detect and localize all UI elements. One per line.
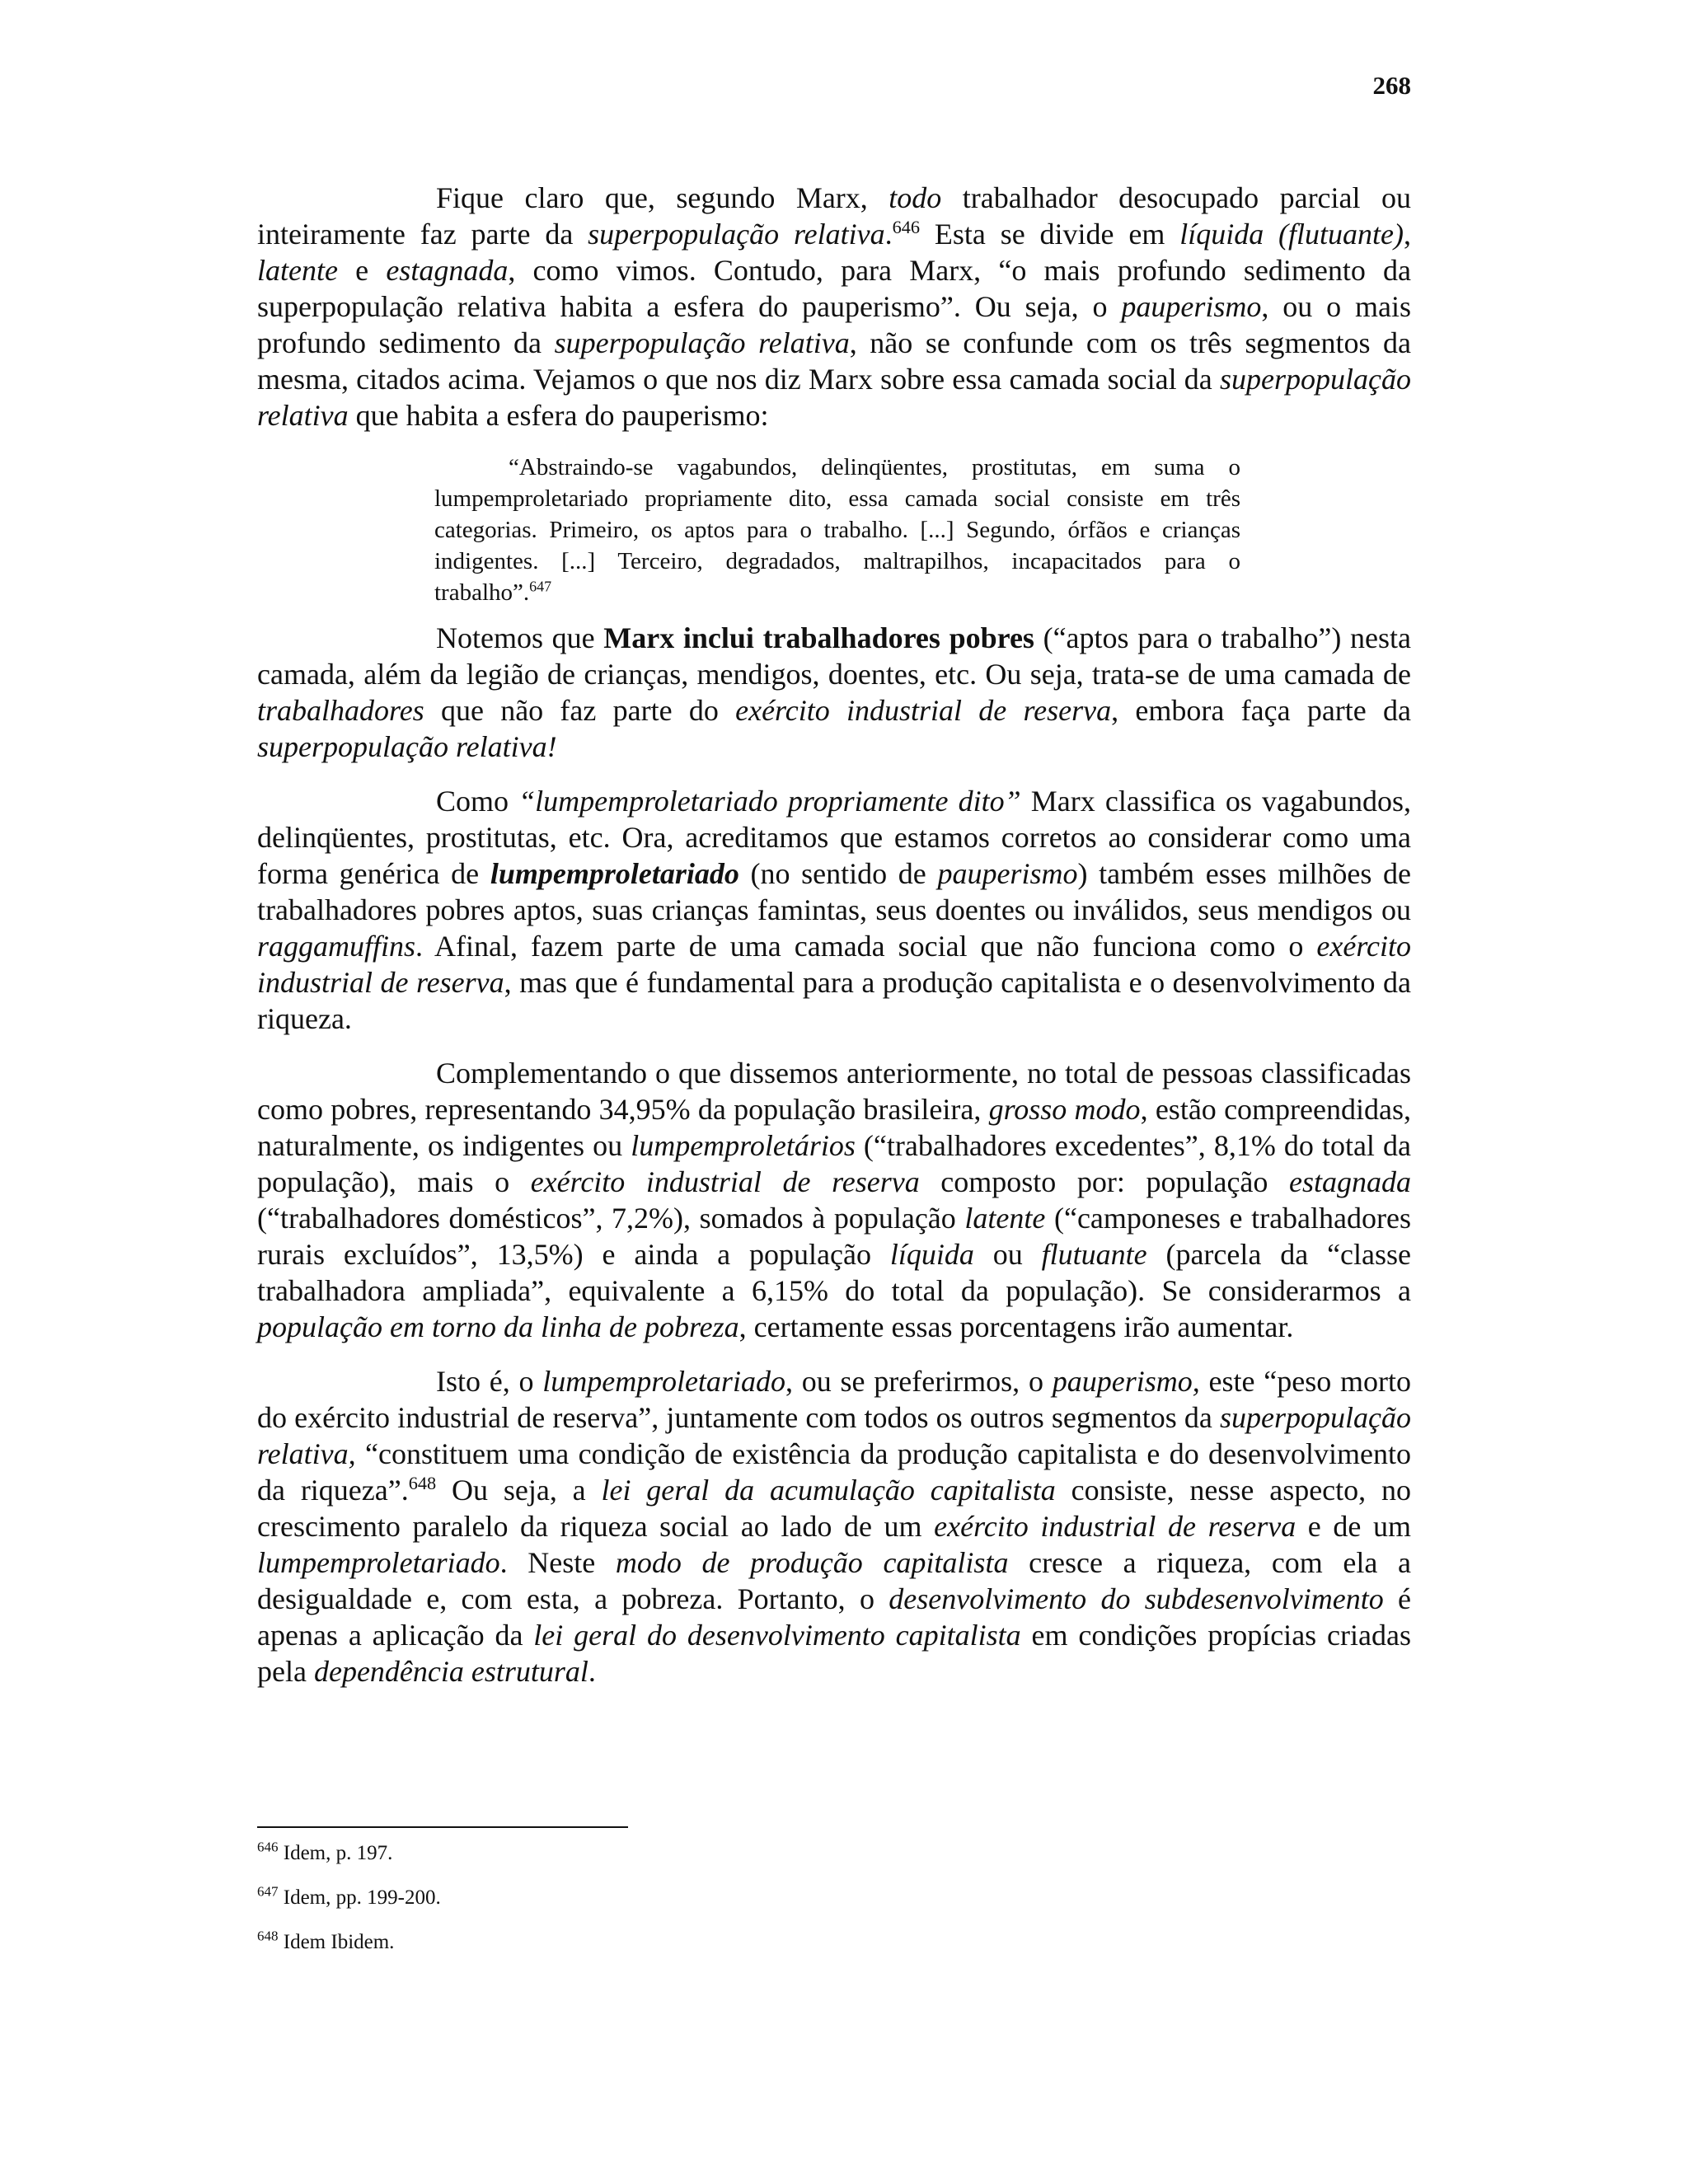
footnote-647 [257,1885,441,1929]
text-run: superpopulação relativa [257,363,1411,432]
block-quote [434,452,1240,608]
text-run: . [588,1655,596,1688]
text-run: ou [973,1238,1042,1271]
text-run: “Abstraindo-se vagabundos, delinqüentes, prostitutas, em suma o lumpemproletariado propriamente dito, essa camada social consiste em três categorias. Primeiro, os aptos para o trabalho. [...] Segundo, órfãos e crianças indigentes. [...] Terceiro, degradados, maltrapilhos, incapacitados para o trabalho”. [434,454,1240,606]
paragraph-3 [257,783,1411,1037]
text-run: superpopulação relativa! [257,730,557,763]
text-run: este “peso morto do exército industrial de reserva”, juntamente com todos os outros segmentos da [257,1365,1411,1434]
text-run: Complementando o que dissemos anteriormente, no total de pessoas classificadas como pobres, representando 34,95% da população brasileira, [257,1057,1411,1126]
text-run: todo [889,181,942,214]
paragraph-5 [257,1363,1411,1690]
text-run: latente [964,1202,1046,1235]
text-run: trabalhador desocupado parcial ou inteiramente faz parte da [257,181,1411,251]
footnote-648 [257,1929,441,1974]
text-run: flutuante [1041,1238,1147,1271]
text-run: lumpemproletariado [490,857,739,890]
text-run: superpopulação relativa, [257,1401,1411,1470]
text-run: (no sentido de [738,857,938,890]
page-number: 268 [1372,71,1411,100]
text-run: , como vimos. Contudo, para Marx, “o mais profundo sedimento da superpopulação relativa habita a esfera do pauperismo”. Ou seja, o [257,254,1412,323]
text-run: , mas que é fundamental para a produção capitalista e o desenvolvimento da riqueza. [257,966,1411,1035]
text-run: Isto é, o [436,1365,543,1398]
paragraph-2 [257,620,1411,765]
text-run: superpopulação relativa [588,218,885,251]
text-run: exército industrial de reserva [530,1165,920,1198]
text-run: que não faz parte do [424,694,736,727]
text-run: pauperismo [937,857,1078,890]
text-run: trabalhadores [257,694,424,727]
text-run: “constituem uma condição de existência da produção capitalista e do desenvolvimento da riqueza”. [257,1437,1411,1507]
footnotes [257,1840,441,1974]
text-run: lumpemproletariado [257,1546,500,1579]
text-run: (“trabalhadores excedentes”, 8,1% do total da população), mais o [257,1129,1411,1198]
text-run: é apenas a aplicação da [257,1582,1411,1652]
text-run: Como [436,785,519,818]
paragraph-1 [257,180,1411,434]
text-run: “lumpemproletariado propriamente dito” [518,785,1021,818]
text-run: lumpemproletários [631,1129,856,1162]
text-run: estagnada [1289,1165,1412,1198]
body-text [257,180,1411,1708]
text-run: Esta se divide em [920,218,1180,251]
text-run: dependência estrutural [313,1655,588,1688]
footnote-text: Idem Ibidem. [283,1931,395,1953]
text-run: modo de produção capitalista [615,1546,1009,1579]
text-run: desenvolvimento do subdesenvolvimento [889,1582,1384,1615]
text-run: , [1404,218,1411,251]
text-run: ) também esses milhões de trabalhadores pobres aptos, suas crianças famintas, seus doentes ou inválidos, seus mendigos ou [257,857,1411,926]
text-run: lumpemproletariado [542,1365,785,1398]
text-run: lei geral da acumulação capitalista [601,1474,1056,1507]
text-run: estagnada [386,254,509,287]
text-run: , ou se preferirmos, o [785,1365,1053,1398]
paragraph-4 [257,1055,1411,1345]
footnote-number: 647 [257,1883,279,1900]
text-run: pauperismo [1121,290,1262,323]
text-run: raggamuffins [257,930,416,963]
text-run: (“camponeses e trabalhadores rurais excluídos”, 13,5%) e ainda a população [257,1202,1411,1271]
text-run: superpopulação relativa [554,326,850,359]
text-run: composto por: população [919,1165,1290,1198]
text-run: , ou o mais profundo sedimento da [257,290,1411,359]
text-run: e [337,254,387,287]
text-run: Notemos que [436,621,604,654]
text-run: , embora faça parte da [1111,694,1412,727]
text-run: exército industrial de reserva [257,930,1411,999]
text-run: Marx inclui trabalhadores pobres [603,621,1034,654]
text-run: , não se confunde com os três segmentos da mesma, citados acima. Vejamos o que nos diz Marx sobre essa camada social da [257,326,1411,396]
footnote-ref: 648 [408,1473,437,1493]
text-run: . Neste [499,1546,616,1579]
text-run: exército industrial de reserva [934,1510,1296,1543]
text-run: , certamente essas porcentagens irão aumentar. [738,1310,1294,1343]
text-run: cresce a riqueza, com ela a desigualdade e, com esta, a pobreza. Portanto, o [257,1546,1412,1615]
footnote-ref: 646 [892,217,921,237]
text-run: grosso modo [988,1093,1141,1126]
footnote-text: Idem, pp. 199-200. [283,1886,441,1909]
text-run: (parcela da “classe trabalhadora ampliada”, equivalente a 6,15% do total da população). Se considerarmos a [257,1238,1412,1307]
footnote-number: 648 [257,1928,279,1944]
text-run: consiste, nesse aspecto, no crescimento paralelo da riqueza social ao lado de um [257,1474,1411,1543]
text-run: líquida [889,1238,974,1271]
text-run: . Afinal, fazem parte de uma camada social que não funciona como o [415,930,1317,963]
text-run: exército industrial de reserva [735,694,1112,727]
text-run: Fique claro que, segundo Marx, [436,181,889,214]
text-run: e de um [1296,1510,1411,1543]
text-run: (“trabalhadores domésticos”, 7,2%), somados à população [257,1202,965,1235]
text-run: Ou seja, a [436,1474,602,1507]
text-run: latente [257,254,338,287]
text-run: . [884,218,893,251]
text-run: líquida (flutuante) [1179,218,1404,251]
text-run: pauperismo, [1052,1365,1200,1398]
text-run: que habita a esfera do pauperismo: [348,399,769,432]
footnote-separator [257,1826,628,1828]
footnote-text: Idem, p. 197. [283,1842,393,1864]
text-run: população em torno da linha de pobreza [257,1310,739,1343]
footnote-ref: 647 [529,578,552,595]
footnote-number: 646 [257,1839,279,1855]
footnote-646 [257,1840,441,1885]
text-run: lei geral do desenvolvimento capitalista [533,1619,1021,1652]
text-run: Marx classifica os vagabundos, delinqüentes, prostitutas, etc. Ora, acreditamos que estamos corretos ao considerar como uma forma genérica de [257,785,1411,890]
text-run: em condições propícias criadas pela [257,1619,1411,1688]
text-run: (“aptos para o trabalho”) nesta camada, além da legião de crianças, mendigos, doentes, etc. Ou seja, trata-se de uma camada de [257,621,1411,691]
text-run: , estão compreendidas, naturalmente, os indigentes ou [257,1093,1411,1162]
